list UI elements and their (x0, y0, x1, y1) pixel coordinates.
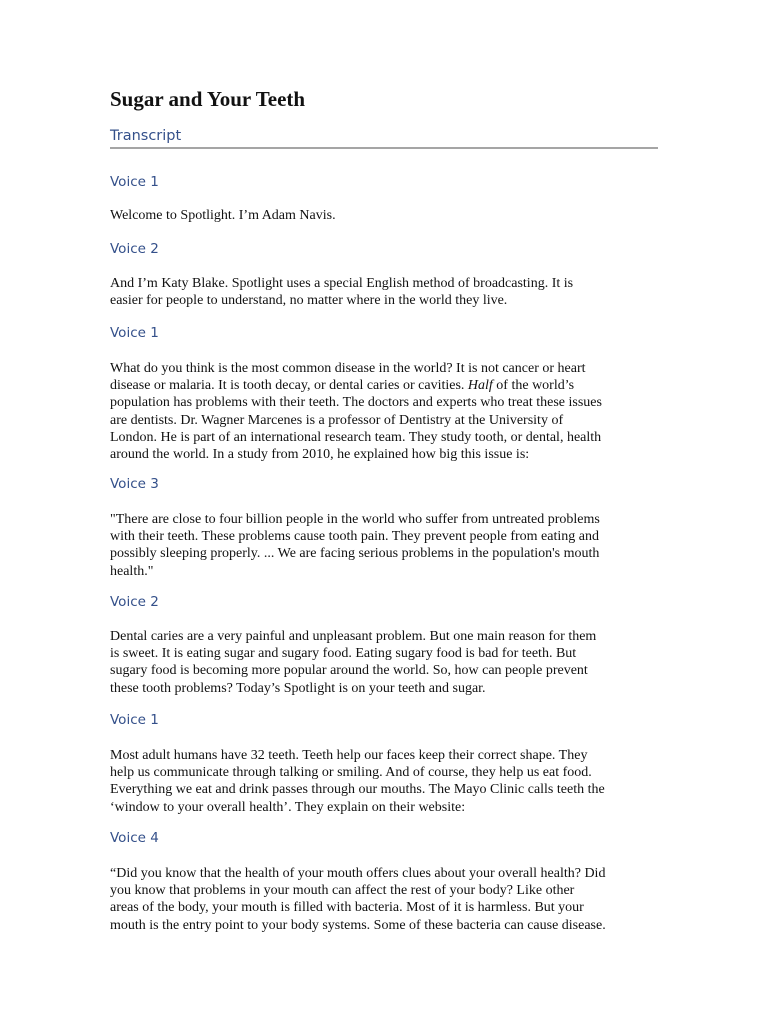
transcript-paragraph: Welcome to Spotlight. I’m Adam Navis. (110, 208, 336, 223)
document-subtitle: Transcript (110, 126, 658, 149)
speaker-heading: Voice 2 (110, 594, 159, 610)
emphasis-text: Half (467, 378, 493, 394)
speaker-heading: Voice 1 (110, 712, 159, 728)
document-title: Sugar and Your Teeth (110, 87, 306, 111)
speaker-heading: Voice 2 (110, 241, 159, 257)
transcript-paragraph: And I’m Katy Blake. Spotlight uses a special English method of broadcasting. It is easier for people to understand, no matter where in the world they live. (110, 276, 574, 309)
transcript-paragraph: "There are close to four billion people in the world who suffer from untreated problems with their teeth. These problems cause tooth pain. They prevent people from eating and possibly sleeping properly. ... We are facing serious problems in the population's mouth health." (110, 512, 600, 579)
speaker-heading: Voice 4 (110, 830, 159, 846)
mixed-line: disease or malaria. It is tooth decay, or dental caries or cavities. Half of the world’s (110, 378, 575, 394)
transcript-paragraph: Most adult humans have 32 teeth. Teeth help our faces keep their correct shape. They help us communicate through talking or smiling. And of course, they help us eat food. Everything we eat and drink passes through our mouths. The Mayo Clinic calls teeth the ‘window to your overall health’. They explain on their website: (110, 748, 605, 815)
transcript-paragraph: Dental caries are a very painful and unpleasant problem. But one main reason for them is sweet. It is eating sugar and sugary food. Eating sugary food is bad for teeth. But sugary food is becoming more popular around the world. So, how can people prevent these tooth problems? Today’s Spotlight is on your teeth and sugar. (110, 629, 597, 696)
transcript-paragraph: “Did you know that the health of your mouth offers clues about your overall health? Did you know that problems in your mouth can affect the rest of your body? Like other areas of the body, your mouth is filled with bacteria. Most of it is harmless. But your mouth is the entry point to your body systems. Some of these bacteria can cause disease. (110, 866, 606, 933)
transcript-paragraph: What do you think is the most common disease in the world? It is not cancer or heart disease or malaria. It is tooth decay, or dental caries or cavities. Half of the world’s population has problems with their teeth. The doctors and experts who treat these issues are dentists. Dr. Wagner Marcenes is a professor of Dentistry at the University of London. He is part of an international research team. They study tooth, or dental, health around the world. In a study from 2010, he explained how big this issue is: (110, 360, 658, 463)
speaker-heading: Voice 1 (110, 325, 159, 341)
speaker-heading: Voice 3 (110, 476, 159, 492)
speaker-heading: Voice 1 (110, 174, 159, 190)
